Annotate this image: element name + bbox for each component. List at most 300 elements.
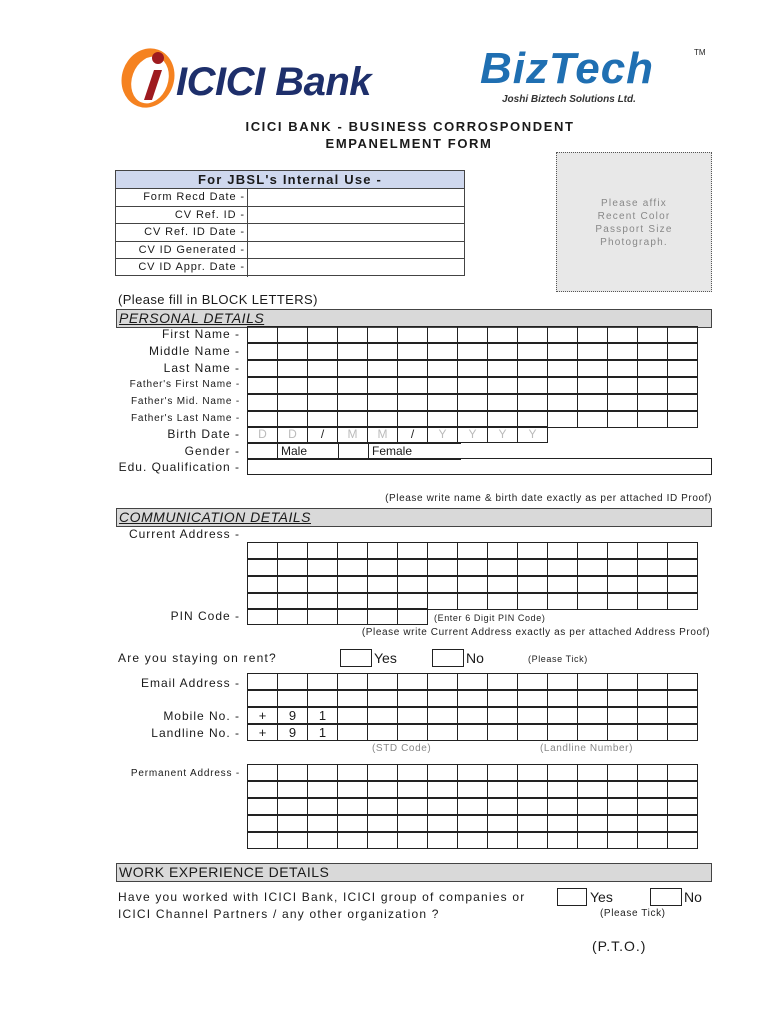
letter-box[interactable] bbox=[397, 326, 428, 343]
letter-box[interactable] bbox=[487, 724, 518, 741]
letter-box[interactable] bbox=[247, 360, 278, 377]
letter-box[interactable] bbox=[607, 832, 638, 849]
letter-box[interactable] bbox=[337, 343, 368, 360]
letter-box[interactable] bbox=[307, 576, 338, 593]
letter-box[interactable] bbox=[667, 326, 698, 343]
letter-box[interactable] bbox=[307, 326, 338, 343]
letter-box[interactable] bbox=[517, 360, 548, 377]
letter-box[interactable] bbox=[487, 832, 518, 849]
letter-box[interactable] bbox=[577, 798, 608, 815]
letter-box[interactable] bbox=[427, 764, 458, 781]
father-name-grid-row[interactable] bbox=[247, 394, 698, 411]
letter-box[interactable] bbox=[487, 326, 518, 343]
letter-box[interactable] bbox=[487, 576, 518, 593]
letter-box[interactable] bbox=[667, 576, 698, 593]
birth-date-grid[interactable] bbox=[247, 426, 548, 443]
letter-box[interactable] bbox=[277, 673, 308, 690]
letter-box[interactable] bbox=[277, 542, 308, 559]
letter-box[interactable] bbox=[487, 360, 518, 377]
letter-box[interactable]: Female bbox=[368, 443, 461, 460]
letter-box[interactable] bbox=[337, 673, 368, 690]
letter-box[interactable] bbox=[547, 781, 578, 798]
letter-box[interactable] bbox=[427, 798, 458, 815]
letter-box[interactable] bbox=[547, 411, 578, 428]
letter-box[interactable] bbox=[487, 394, 518, 411]
letter-box[interactable] bbox=[367, 343, 398, 360]
rent-yes-checkbox[interactable] bbox=[340, 649, 372, 667]
letter-box[interactable] bbox=[427, 832, 458, 849]
letter-box[interactable] bbox=[517, 724, 548, 741]
letter-box[interactable] bbox=[637, 832, 668, 849]
letter-box[interactable] bbox=[667, 411, 698, 428]
letter-box[interactable]: / bbox=[307, 426, 338, 443]
letter-box[interactable] bbox=[577, 690, 608, 707]
letter-box[interactable] bbox=[277, 832, 308, 849]
letter-box[interactable] bbox=[247, 576, 278, 593]
letter-box[interactable] bbox=[427, 377, 458, 394]
letter-box[interactable] bbox=[667, 798, 698, 815]
letter-box[interactable] bbox=[277, 815, 308, 832]
letter-box[interactable] bbox=[487, 593, 518, 610]
letter-box[interactable] bbox=[607, 764, 638, 781]
letter-box[interactable] bbox=[277, 690, 308, 707]
letter-box[interactable] bbox=[427, 559, 458, 576]
letter-box[interactable] bbox=[337, 360, 368, 377]
name-grid-row[interactable] bbox=[247, 326, 698, 343]
letter-box[interactable] bbox=[637, 781, 668, 798]
letter-box[interactable] bbox=[307, 559, 338, 576]
letter-box[interactable] bbox=[517, 542, 548, 559]
letter-box[interactable] bbox=[367, 360, 398, 377]
letter-box[interactable] bbox=[667, 593, 698, 610]
letter-box[interactable]: Y bbox=[517, 426, 548, 443]
letter-box[interactable] bbox=[637, 815, 668, 832]
letter-box[interactable]: Y bbox=[457, 426, 488, 443]
letter-box[interactable] bbox=[577, 781, 608, 798]
letter-box[interactable] bbox=[307, 377, 338, 394]
letter-box[interactable]: 1 bbox=[307, 724, 338, 741]
letter-box[interactable] bbox=[607, 593, 638, 610]
permanent-address-grid-row[interactable] bbox=[247, 781, 698, 798]
letter-box[interactable] bbox=[427, 360, 458, 377]
letter-box[interactable]: M bbox=[367, 426, 398, 443]
letter-box[interactable] bbox=[247, 326, 278, 343]
letter-box[interactable] bbox=[307, 673, 338, 690]
letter-box[interactable] bbox=[547, 724, 578, 741]
letter-box[interactable] bbox=[427, 707, 458, 724]
letter-box[interactable] bbox=[637, 690, 668, 707]
letter-box[interactable] bbox=[517, 326, 548, 343]
letter-box[interactable] bbox=[367, 815, 398, 832]
letter-box[interactable] bbox=[637, 394, 668, 411]
letter-box[interactable] bbox=[577, 411, 608, 428]
letter-box[interactable] bbox=[367, 326, 398, 343]
letter-box[interactable] bbox=[517, 576, 548, 593]
letter-box[interactable] bbox=[517, 764, 548, 781]
letter-box[interactable] bbox=[607, 690, 638, 707]
letter-box[interactable]: Male bbox=[277, 443, 339, 460]
letter-box[interactable] bbox=[307, 690, 338, 707]
letter-box[interactable] bbox=[427, 576, 458, 593]
letter-box[interactable] bbox=[667, 815, 698, 832]
letter-box[interactable] bbox=[277, 781, 308, 798]
letter-box[interactable] bbox=[577, 707, 608, 724]
letter-box[interactable] bbox=[667, 559, 698, 576]
letter-box[interactable] bbox=[337, 542, 368, 559]
letter-box[interactable] bbox=[517, 593, 548, 610]
letter-box[interactable] bbox=[667, 724, 698, 741]
letter-box[interactable] bbox=[637, 360, 668, 377]
letter-box[interactable] bbox=[337, 781, 368, 798]
letter-box[interactable] bbox=[577, 724, 608, 741]
letter-box[interactable] bbox=[457, 707, 488, 724]
letter-box[interactable] bbox=[547, 593, 578, 610]
letter-box[interactable] bbox=[277, 343, 308, 360]
letter-box[interactable] bbox=[667, 690, 698, 707]
letter-box[interactable] bbox=[577, 394, 608, 411]
letter-box[interactable] bbox=[307, 360, 338, 377]
letter-box[interactable] bbox=[397, 690, 428, 707]
letter-box[interactable] bbox=[247, 781, 278, 798]
letter-box[interactable] bbox=[577, 673, 608, 690]
letter-box[interactable] bbox=[607, 542, 638, 559]
letter-box[interactable]: Y bbox=[487, 426, 518, 443]
letter-box[interactable] bbox=[277, 559, 308, 576]
landline-grid-row[interactable] bbox=[247, 724, 698, 741]
letter-box[interactable] bbox=[607, 576, 638, 593]
letter-box[interactable] bbox=[577, 576, 608, 593]
letter-box[interactable] bbox=[337, 576, 368, 593]
letter-box[interactable] bbox=[307, 343, 338, 360]
letter-box[interactable]: Y bbox=[427, 426, 458, 443]
letter-box[interactable] bbox=[247, 815, 278, 832]
letter-box[interactable] bbox=[547, 360, 578, 377]
letter-box[interactable] bbox=[607, 781, 638, 798]
letter-box[interactable] bbox=[637, 593, 668, 610]
letter-box[interactable] bbox=[397, 576, 428, 593]
letter-box[interactable] bbox=[577, 360, 608, 377]
letter-box[interactable] bbox=[517, 377, 548, 394]
permanent-address-grid-row[interactable] bbox=[247, 832, 698, 849]
letter-box[interactable] bbox=[577, 764, 608, 781]
letter-box[interactable] bbox=[367, 673, 398, 690]
letter-box[interactable] bbox=[487, 690, 518, 707]
letter-box[interactable] bbox=[307, 781, 338, 798]
letter-box[interactable] bbox=[307, 542, 338, 559]
letter-box[interactable] bbox=[367, 724, 398, 741]
letter-box[interactable] bbox=[277, 608, 308, 625]
letter-box[interactable] bbox=[457, 673, 488, 690]
letter-box[interactable] bbox=[637, 326, 668, 343]
letter-box[interactable] bbox=[487, 673, 518, 690]
letter-box[interactable] bbox=[517, 394, 548, 411]
letter-box[interactable] bbox=[637, 724, 668, 741]
letter-box[interactable] bbox=[487, 377, 518, 394]
letter-box[interactable] bbox=[307, 764, 338, 781]
letter-box[interactable] bbox=[367, 764, 398, 781]
current-address-grid-row[interactable] bbox=[247, 559, 698, 576]
letter-box[interactable] bbox=[547, 377, 578, 394]
letter-box[interactable] bbox=[397, 542, 428, 559]
letter-box[interactable]: + bbox=[247, 724, 278, 741]
letter-box[interactable]: / bbox=[397, 426, 428, 443]
letter-box[interactable] bbox=[247, 542, 278, 559]
letter-box[interactable] bbox=[307, 608, 338, 625]
letter-box[interactable] bbox=[457, 815, 488, 832]
letter-box[interactable] bbox=[487, 559, 518, 576]
letter-box[interactable] bbox=[337, 326, 368, 343]
letter-box[interactable]: D bbox=[277, 426, 308, 443]
letter-box[interactable] bbox=[397, 764, 428, 781]
letter-box[interactable] bbox=[337, 377, 368, 394]
letter-box[interactable] bbox=[247, 764, 278, 781]
letter-box[interactable] bbox=[517, 815, 548, 832]
letter-box[interactable] bbox=[427, 815, 458, 832]
letter-box[interactable] bbox=[637, 707, 668, 724]
letter-box[interactable] bbox=[307, 832, 338, 849]
permanent-address-grid-row[interactable] bbox=[247, 815, 698, 832]
letter-box[interactable] bbox=[577, 593, 608, 610]
letter-box[interactable] bbox=[487, 343, 518, 360]
letter-box[interactable] bbox=[637, 576, 668, 593]
letter-box[interactable] bbox=[427, 673, 458, 690]
letter-box[interactable] bbox=[547, 326, 578, 343]
letter-box[interactable] bbox=[457, 764, 488, 781]
letter-box[interactable] bbox=[457, 832, 488, 849]
letter-box[interactable] bbox=[397, 559, 428, 576]
letter-box[interactable]: 9 bbox=[277, 724, 308, 741]
pin-code-grid[interactable] bbox=[247, 608, 428, 625]
photo-box[interactable] bbox=[556, 152, 712, 292]
letter-box[interactable] bbox=[607, 360, 638, 377]
letter-box[interactable] bbox=[397, 608, 428, 625]
letter-box[interactable] bbox=[547, 343, 578, 360]
email-grid-row[interactable] bbox=[247, 690, 698, 707]
letter-box[interactable] bbox=[517, 781, 548, 798]
email-grid-row[interactable] bbox=[247, 673, 698, 690]
letter-box[interactable] bbox=[337, 798, 368, 815]
letter-box[interactable] bbox=[397, 707, 428, 724]
letter-box[interactable] bbox=[517, 690, 548, 707]
letter-box[interactable] bbox=[637, 798, 668, 815]
letter-box[interactable]: M bbox=[337, 426, 368, 443]
letter-box[interactable] bbox=[487, 707, 518, 724]
letter-box[interactable] bbox=[517, 559, 548, 576]
letter-box[interactable] bbox=[427, 394, 458, 411]
letter-box[interactable] bbox=[247, 673, 278, 690]
letter-box[interactable] bbox=[277, 326, 308, 343]
letter-box[interactable] bbox=[667, 673, 698, 690]
letter-box[interactable] bbox=[367, 781, 398, 798]
letter-box[interactable] bbox=[517, 832, 548, 849]
letter-box[interactable] bbox=[337, 815, 368, 832]
letter-box[interactable] bbox=[547, 764, 578, 781]
mobile-grid-row[interactable] bbox=[247, 707, 698, 724]
letter-box[interactable] bbox=[667, 542, 698, 559]
name-grid-row[interactable] bbox=[247, 343, 698, 360]
letter-box[interactable] bbox=[457, 690, 488, 707]
letter-box[interactable] bbox=[277, 360, 308, 377]
letter-box[interactable] bbox=[637, 411, 668, 428]
letter-box[interactable] bbox=[427, 542, 458, 559]
letter-box[interactable] bbox=[397, 673, 428, 690]
letter-box[interactable] bbox=[247, 559, 278, 576]
letter-box[interactable] bbox=[607, 707, 638, 724]
letter-box[interactable] bbox=[367, 542, 398, 559]
letter-box[interactable] bbox=[637, 343, 668, 360]
letter-box[interactable] bbox=[637, 673, 668, 690]
letter-box[interactable]: 9 bbox=[277, 707, 308, 724]
letter-box[interactable] bbox=[367, 394, 398, 411]
letter-box[interactable] bbox=[277, 764, 308, 781]
letter-box[interactable] bbox=[577, 343, 608, 360]
letter-box[interactable] bbox=[547, 673, 578, 690]
letter-box[interactable] bbox=[397, 394, 428, 411]
letter-box[interactable] bbox=[457, 559, 488, 576]
letter-box[interactable] bbox=[667, 343, 698, 360]
letter-box[interactable] bbox=[337, 832, 368, 849]
letter-box[interactable] bbox=[457, 377, 488, 394]
letter-box[interactable] bbox=[667, 394, 698, 411]
letter-box[interactable] bbox=[457, 781, 488, 798]
letter-box[interactable] bbox=[367, 707, 398, 724]
edu-qualification-field[interactable] bbox=[247, 458, 712, 475]
letter-box[interactable] bbox=[367, 608, 398, 625]
letter-box[interactable] bbox=[607, 724, 638, 741]
internal-use-field[interactable] bbox=[248, 189, 464, 206]
letter-box[interactable] bbox=[397, 798, 428, 815]
letter-box[interactable] bbox=[547, 707, 578, 724]
letter-box[interactable] bbox=[577, 542, 608, 559]
work-no-checkbox[interactable] bbox=[650, 888, 682, 906]
letter-box[interactable] bbox=[547, 690, 578, 707]
letter-box[interactable] bbox=[457, 326, 488, 343]
current-address-grid-row[interactable] bbox=[247, 576, 698, 593]
letter-box[interactable] bbox=[487, 815, 518, 832]
letter-box[interactable] bbox=[487, 781, 518, 798]
letter-box[interactable] bbox=[277, 394, 308, 411]
letter-box[interactable] bbox=[307, 394, 338, 411]
letter-box[interactable] bbox=[457, 576, 488, 593]
letter-box[interactable] bbox=[607, 815, 638, 832]
letter-box[interactable] bbox=[247, 690, 278, 707]
internal-use-field[interactable] bbox=[248, 207, 464, 224]
letter-box[interactable] bbox=[547, 798, 578, 815]
letter-box[interactable] bbox=[427, 326, 458, 343]
letter-box[interactable] bbox=[457, 542, 488, 559]
letter-box[interactable] bbox=[607, 394, 638, 411]
letter-box[interactable] bbox=[517, 673, 548, 690]
letter-box[interactable] bbox=[607, 559, 638, 576]
letter-box[interactable] bbox=[667, 781, 698, 798]
letter-box[interactable] bbox=[247, 343, 278, 360]
letter-box[interactable] bbox=[307, 798, 338, 815]
letter-box[interactable] bbox=[607, 798, 638, 815]
letter-box[interactable] bbox=[607, 343, 638, 360]
letter-box[interactable] bbox=[457, 798, 488, 815]
letter-box[interactable] bbox=[367, 576, 398, 593]
letter-box[interactable] bbox=[667, 377, 698, 394]
letter-box[interactable] bbox=[427, 781, 458, 798]
letter-box[interactable] bbox=[337, 394, 368, 411]
letter-box[interactable] bbox=[487, 764, 518, 781]
letter-box[interactable] bbox=[577, 832, 608, 849]
letter-box[interactable] bbox=[277, 576, 308, 593]
letter-box[interactable] bbox=[577, 377, 608, 394]
permanent-address-grid-row[interactable] bbox=[247, 764, 698, 781]
letter-box[interactable] bbox=[277, 798, 308, 815]
letter-box[interactable] bbox=[397, 377, 428, 394]
letter-box[interactable] bbox=[667, 832, 698, 849]
current-address-grid-row[interactable] bbox=[247, 542, 698, 559]
letter-box[interactable] bbox=[247, 798, 278, 815]
letter-box[interactable] bbox=[247, 377, 278, 394]
letter-box[interactable] bbox=[637, 559, 668, 576]
letter-box[interactable] bbox=[337, 559, 368, 576]
letter-box[interactable] bbox=[337, 690, 368, 707]
letter-box[interactable] bbox=[307, 815, 338, 832]
letter-box[interactable] bbox=[547, 559, 578, 576]
internal-use-field[interactable] bbox=[248, 259, 464, 277]
letter-box[interactable] bbox=[397, 815, 428, 832]
letter-box[interactable] bbox=[457, 593, 488, 610]
internal-use-field[interactable] bbox=[248, 224, 464, 241]
letter-box[interactable] bbox=[427, 593, 458, 610]
letter-box[interactable] bbox=[457, 394, 488, 411]
letter-box[interactable] bbox=[667, 707, 698, 724]
letter-box[interactable] bbox=[607, 411, 638, 428]
letter-box[interactable] bbox=[547, 832, 578, 849]
letter-box[interactable] bbox=[367, 690, 398, 707]
rent-no-checkbox[interactable] bbox=[432, 649, 464, 667]
letter-box[interactable] bbox=[397, 832, 428, 849]
letter-box[interactable]: 1 bbox=[307, 707, 338, 724]
letter-box[interactable] bbox=[397, 343, 428, 360]
work-yes-checkbox[interactable] bbox=[557, 888, 587, 906]
letter-box[interactable] bbox=[277, 377, 308, 394]
letter-box[interactable] bbox=[367, 559, 398, 576]
letter-box[interactable] bbox=[247, 394, 278, 411]
letter-box[interactable] bbox=[577, 815, 608, 832]
letter-box[interactable] bbox=[517, 343, 548, 360]
letter-box[interactable] bbox=[637, 377, 668, 394]
letter-box[interactable] bbox=[337, 724, 368, 741]
letter-box[interactable] bbox=[427, 690, 458, 707]
letter-box[interactable] bbox=[547, 542, 578, 559]
letter-box[interactable] bbox=[547, 394, 578, 411]
letter-box[interactable] bbox=[337, 764, 368, 781]
letter-box[interactable] bbox=[337, 608, 368, 625]
letter-box[interactable] bbox=[487, 542, 518, 559]
letter-box[interactable] bbox=[457, 360, 488, 377]
letter-box[interactable] bbox=[577, 559, 608, 576]
letter-box[interactable] bbox=[547, 815, 578, 832]
letter-box[interactable] bbox=[637, 542, 668, 559]
letter-box[interactable] bbox=[427, 343, 458, 360]
letter-box[interactable] bbox=[397, 781, 428, 798]
letter-box[interactable]: + bbox=[247, 707, 278, 724]
letter-box[interactable] bbox=[607, 377, 638, 394]
letter-box[interactable] bbox=[487, 798, 518, 815]
letter-box[interactable] bbox=[517, 798, 548, 815]
permanent-address-grid-row[interactable] bbox=[247, 798, 698, 815]
letter-box[interactable] bbox=[247, 608, 278, 625]
letter-box[interactable] bbox=[667, 360, 698, 377]
letter-box[interactable] bbox=[427, 724, 458, 741]
letter-box[interactable] bbox=[397, 724, 428, 741]
letter-box[interactable] bbox=[517, 707, 548, 724]
letter-box[interactable] bbox=[457, 343, 488, 360]
